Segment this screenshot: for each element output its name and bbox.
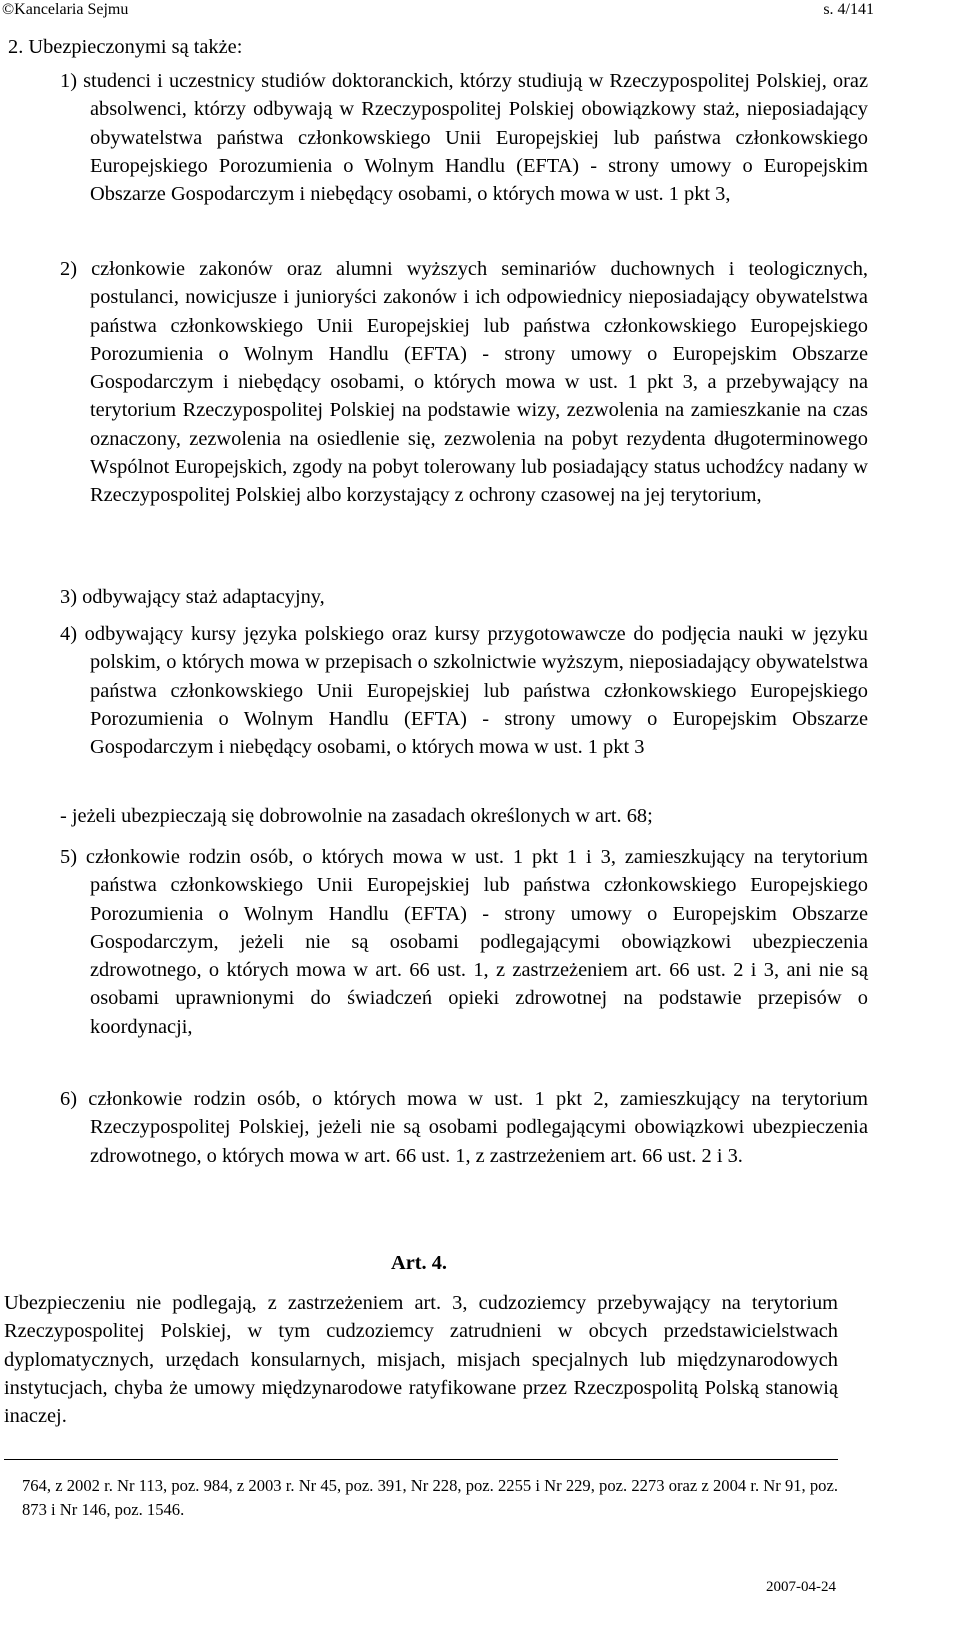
article-body: Ubezpieczeniu nie podlegają, z zastrzeżeniem art. 3, cudzoziemcy przebywający na terytorium Rzeczypospolitej Polskiej, w tym cudzoziemcy zatrudnieni w obcych przedstawicielstwach dyplomatycznych, urzędach konsularnych, misjach, misjach specjalnych lub międzynarodowych instytucjach, chyba że umowy międzynarodowe ratyfikowane przez Rzeczpospolitą Polską stanowią inaczej. [4, 1292, 838, 1428]
header-copyright: ©Kancelaria Sejmu [2, 1, 129, 18]
list-item-6: 6) członkowie rodzin osób, o których mowa w ust. 1 pkt 2, zamieszkujący na terytorium Rzeczypospolitej Polskiej, jeżeli nie są osobami podlegającymi obowiązkowi ubezpieczenia zdrowotnego, o których mowa w art. 66 ust. 1, z zastrzeżeniem art. 66 ust. 2 i 3. [60, 1088, 868, 1167]
list-item-4: 4) odbywający kursy języka polskiego oraz kursy przygotowawcze do podjęcia nauki w języku polskim, o których mowa w przepisach o szkolnictwie wyższym, nieposiadający obywatelstwa państwa członkowskiego Unii Europejskiej lub państwa członkowskiego Europejskiego Porozumienia o Wolnym Handlu (EFTA) - strony umowy o Europejskim Obszarze Gospodarczym i niebędący osobami, o których mowa w ust. 1 pkt 3 [60, 623, 868, 759]
footer-date: 2007-04-24 [766, 1579, 836, 1595]
list-item-2: 2) członkowie zakonów oraz alumni wyższych seminariów duchownych i teologicznych, postulanci, nowicjusze i junioryści zakonów i ich odpowiednicy nieposiadający obywatelstwa państwa członkowskiego Unii Europejskiej lub państwa członkowskiego Europejskiego Porozumienia o Wolnym Handlu (EFTA) - strony umowy o Europejskim Obszarze Gospodarczym i niebędący osobami, o których mowa w ust. 1 pkt 3, a przebywający na terytorium Rzeczypospolitej Polskiej na podstawie wizy, zezwolenia na zamieszkanie na czas oznaczony, zezwolenia na osiedlenie się, zezwolenia na pobyt rezydenta długoterminowego Wspólnot Europejskich, zgody na pobyt tolerowany lub posiadający status uchodźcy nadany w Rzeczypospolitej Polskiej albo korzystający z ochrony czasowej na jej terytorium, [60, 258, 868, 507]
list-item-1: 1) studenci i uczestnicy studiów doktoranckich, którzy studiują w Rzeczypospolitej Polskiej, oraz absolwenci, którzy odbywają w Rzeczypospolitej Polskiej obowiązkowy staż, nieposiadający obywatelstwa państwa członkowskiego Unii Europejskiej lub państwa członkowskiego Europejskiego Porozumienia o Wolnym Handlu (EFTA) - strony umowy o Europejskim Obszarze Gospodarczym i niebędący osobami, o których mowa w ust. 1 pkt 3, [60, 70, 868, 206]
closing-clause: - jeżeli ubezpieczają się dobrowolnie na zasadach określonych w art. 68; [60, 805, 653, 827]
page-number: s. 4/141 [823, 1, 874, 18]
list-item-3: 3) odbywający staż adaptacyjny, [60, 586, 325, 608]
footnote-divider [4, 1459, 838, 1460]
footnote: 764, z 2002 r. Nr 113, poz. 984, z 2003 r. Nr 45, poz. 391, Nr 228, poz. 2255 i Nr 229, poz. 2273 oraz z 2004 r. Nr 91, poz. 873 i Nr 146, poz. 1546. [22, 1476, 838, 1520]
list-item-5: 5) członkowie rodzin osób, o których mowa w ust. 1 pkt 1 i 3, zamieszkujący na terytorium państwa członkowskiego Unii Europejskiej lub państwa członkowskiego Europejskiego Porozumienia o Wolnym Handlu (EFTA) - strony umowy o Europejskim Obszarze Gospodarczym, jeżeli nie są osobami podlegającymi obowiązkowi ubezpieczenia zdrowotnego, o których mowa w art. 66 ust. 1, z zastrzeżeniem art. 66 ust. 2 i 3, ani nie są osobami uprawnionymi do świadczeń opieki zdrowotnej na podstawie przepisów o koordynacji, [60, 846, 868, 1038]
section-intro: 2. Ubezpieczonymi są także: [8, 36, 243, 58]
article-title: Art. 4. [390, 1252, 448, 1274]
